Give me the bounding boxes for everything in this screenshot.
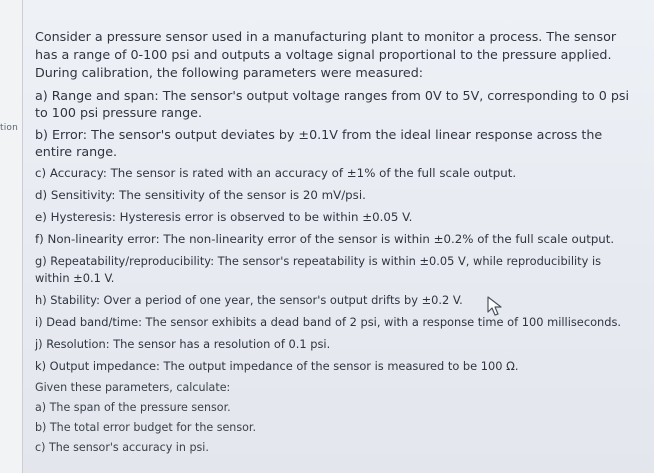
question-intro: Consider a pressure sensor used in a manufacturing plant to monitor a process. The sensor has a range of 0-100 psi and outputs a voltage signal proportional to the pressure applied. During calibration, the following parameters were measured:: [35, 29, 617, 80]
parameter-label: b) Error:: [35, 127, 88, 142]
mouse-pointer-icon: [486, 295, 506, 319]
question-text: [35, 28, 630, 460]
parameter-label: f) Non-linearity error:: [35, 232, 160, 246]
parameter-item-b: [35, 126, 630, 160]
parameter-item-c: [35, 165, 630, 182]
parameter-description: The sensitivity of the sensor is 20 mV/psi.: [119, 188, 366, 202]
task-item-a: a) The span of the pressure sensor.: [35, 401, 231, 414]
question-panel: [23, 0, 654, 473]
task-item-b: b) The total error budget for the sensor.: [35, 421, 256, 434]
parameter-label: e) Hysteresis:: [35, 210, 116, 224]
parameter-description: The non-linearity error of the sensor is within ±0.2% of the full scale output.: [163, 232, 615, 246]
parameter-label: c) Accuracy:: [35, 166, 107, 180]
parameter-item-i: [35, 314, 630, 331]
parameter-label: g) Repeatability/reproducibility:: [35, 254, 215, 268]
left-panel: [0, 0, 23, 473]
parameter-label: d) Sensitivity:: [35, 188, 116, 202]
parameter-label: h) Stability:: [35, 293, 100, 307]
parameter-item-h: [35, 292, 630, 309]
parameter-description: The sensor is rated with an accuracy of ±1% of the full scale output.: [110, 166, 517, 180]
parameter-description: The sensor exhibits a dead band of 2 psi, with a response time of 100 milliseconds.: [145, 315, 622, 329]
parameter-label: j) Resolution:: [35, 337, 110, 351]
parameter-item-f: [35, 231, 630, 248]
parameter-item-d: [35, 187, 630, 204]
parameter-item-e: [35, 209, 630, 226]
parameter-item-k: [35, 358, 630, 375]
given-heading: Given these parameters, calculate:: [35, 381, 231, 394]
parameter-item-j: [35, 336, 630, 353]
parameter-label: k) Output impedance:: [35, 359, 160, 373]
parameter-description: The output impedance of the sensor is measured to be 100 Ω.: [163, 359, 519, 373]
parameter-description: The sensor has a resolution of 0.1 psi.: [113, 337, 331, 351]
parameter-description: Over a period of one year, the sensor's output drifts by ±0.2 V.: [103, 293, 463, 307]
parameter-description: Hysteresis error is observed to be within ±0.05 V.: [119, 210, 413, 224]
parameter-description: The sensor's output deviates by ±0.1V from the ideal linear response across the entire range.: [35, 127, 603, 159]
parameter-item-g: [35, 253, 630, 287]
side-label: tion: [0, 123, 19, 133]
task-item-c: c) The sensor's accuracy in psi.: [35, 441, 209, 454]
parameter-description: The sensor's output voltage ranges from 0V to 5V, corresponding to 0 psi to 100 psi pressure range.: [35, 88, 630, 120]
parameter-item-a: [35, 87, 630, 121]
parameter-label: i) Dead band/time:: [35, 315, 142, 329]
parameter-label: a) Range and span:: [35, 88, 159, 103]
parameter-description: The sensor's repeatability is within ±0.05 V, while reproducibility is within ±0.1 V.: [35, 254, 602, 285]
